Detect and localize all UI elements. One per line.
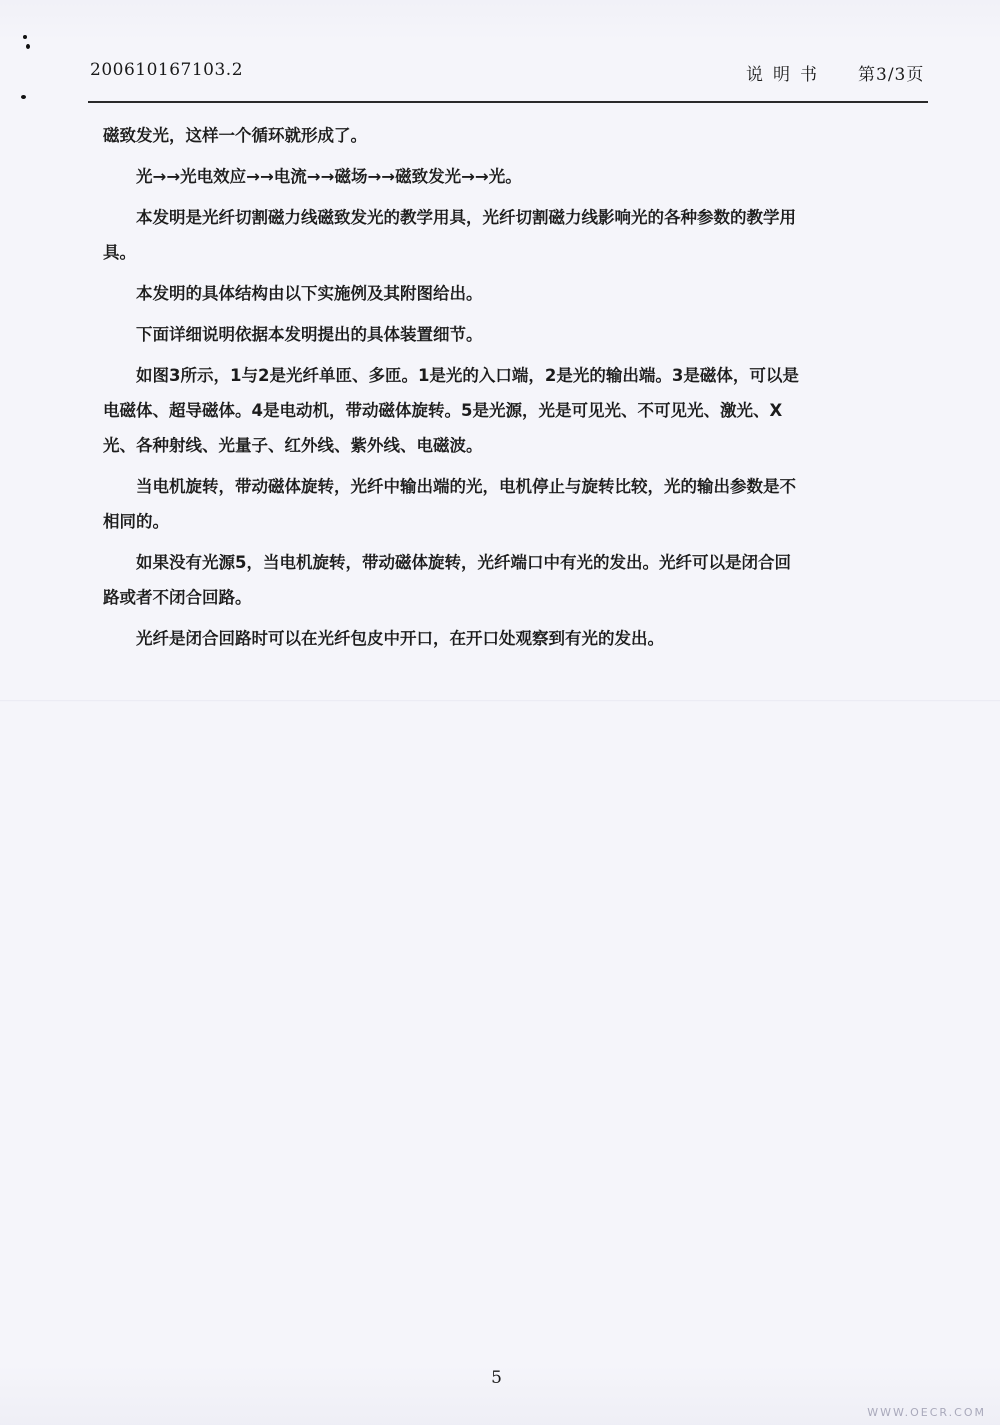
paragraph: 下面详细说明依据本发明提出的具体装置细节。 (136, 325, 483, 344)
paragraph: 磁致发光，这样一个循环就形成了。 (103, 126, 367, 145)
paragraph: 本发明的具体结构由以下实施例及其附图给出。 (136, 284, 483, 303)
page-indicator: 第3/3页 (858, 65, 925, 85)
paragraph: 光纤是闭合回路时可以在光纤包皮中开口，在开口处观察到有光的发出。 (136, 629, 664, 648)
paragraph: 本发明是光纤切割磁力线磁致发光的教学用具，光纤切割磁力线影响光的各种参数的教学用具。 (103, 208, 796, 262)
header-rule (88, 101, 928, 103)
page-header (88, 58, 928, 88)
description-body (103, 118, 803, 662)
paragraph: 如果没有光源5，当电机旋转，带动磁体旋转，光纤端口中有光的发出。光纤可以是闭合回路或者不闭合回路。 (103, 553, 791, 607)
paragraph: 光→→光电效应→→电流→→磁场→→磁致发光→→光。 (136, 167, 522, 186)
application-number: 200610167103.2 (90, 60, 244, 80)
paper-fold-line (0, 700, 1000, 702)
scan-speck (26, 44, 30, 49)
page-number: 5 (491, 1368, 502, 1388)
document-type-label: 说明书 (746, 65, 827, 85)
scan-speck (21, 95, 26, 99)
scan-speck (23, 35, 27, 39)
paragraph: 当电机旋转，带动磁体旋转，光纤中输出端的光，电机停止与旋转比较，光的输出参数是不相同的。 (103, 477, 796, 531)
paragraph: 如图3所示，1与2是光纤单匝、多匝。1是光的入口端，2是光的输出端。3是磁体，可以是电磁体、超导磁体。4是电动机，带动磁体旋转。5是光源，光是可见光、不可见光、激光、X光、各种射线、光量子、红外线、紫外线、电磁波。 (103, 366, 799, 455)
watermark: WWW.OECR.COM (867, 1406, 986, 1419)
